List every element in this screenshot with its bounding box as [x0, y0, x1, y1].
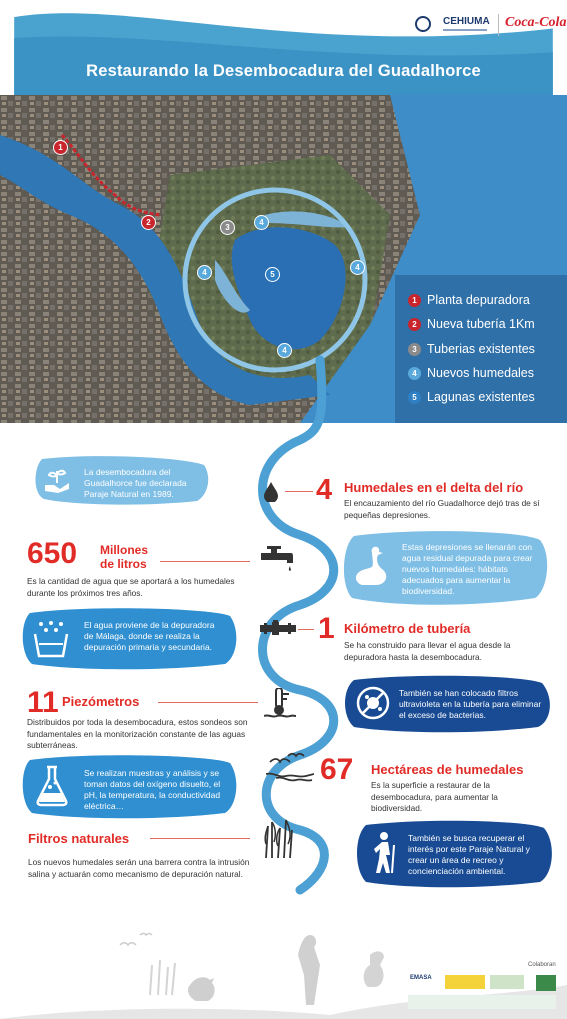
wetlands-title: Humedales en el delta del río	[344, 480, 524, 495]
collaborators-label: Colaboran	[528, 962, 556, 968]
map-marker-1: 1	[53, 140, 68, 155]
pipe-title: Kilómetro de tubería	[344, 621, 471, 636]
wetlands-desc: El encauzamiento del río Guadalhorce dejó tras de sí pequeñas depresiones.	[344, 498, 540, 520]
piezo-number: 11	[27, 686, 59, 719]
wetlands-number: 4	[316, 474, 333, 506]
piezo-title: Piezómetros	[62, 694, 140, 709]
map-marker-2: 2	[141, 215, 156, 230]
reeds-icon	[262, 818, 296, 863]
partner-logo	[490, 975, 524, 989]
emasa-logo: EMASA	[410, 975, 432, 981]
hectares-number: 67	[320, 753, 354, 786]
liters-title-line1: Millones	[100, 543, 149, 557]
natural-park-text: La desembocadura del Guadalhorce fue declarada Paraje Natural en 1989.	[84, 467, 187, 499]
cehiuma-logo: CEHIUMA	[415, 14, 493, 36]
water-tank-icon	[33, 620, 69, 663]
samples-text: Se realizan muestras y análisis y se toman datos del oxígeno disuelto, el pH, la temperatura, la conductividad eléctrica…	[84, 768, 221, 811]
legend-item-lagunas: 5 Lagunas existentes	[408, 390, 535, 404]
hectares-title: Hectáreas de humedales	[371, 762, 524, 777]
plant-hand-icon	[42, 465, 72, 495]
liters-desc: Es la cantidad de agua que se aportará a los humedales durante los próximos tres años.	[27, 576, 235, 598]
andalucia-logo	[536, 975, 556, 991]
faucet-icon	[259, 545, 295, 578]
recreation-text: También se busca recuperar el interés por este Paraje Natural y crear un área de recreo y concienciación ambiental.	[408, 833, 530, 876]
map-marker-4: 4	[277, 343, 292, 358]
water-origin-text: El agua proviene de la depuradora de Málaga, donde se realiza la depuración primaria y secundaria.	[84, 620, 215, 652]
map-marker-4: 4	[254, 215, 269, 230]
birds-wetland-icon	[266, 752, 314, 789]
spain-gov-logo	[445, 975, 485, 989]
hectares-desc: Es la superficie a restaurar de la desembocadura, para aumentar la biodiversidad.	[371, 780, 498, 813]
hiker-icon	[366, 831, 400, 880]
pipe-number: 1	[318, 612, 335, 645]
legend-item-tuberias-existentes: 3 Tuberias existentes	[408, 342, 535, 356]
goose-icon	[352, 545, 392, 595]
page-title: Restaurando la Desembocadura del Guadalhorce	[86, 62, 481, 80]
legend-item-depuradora: 1 Planta depuradora	[408, 293, 530, 307]
liters-number: 650	[27, 537, 78, 570]
uv-filters-text: También se han colocado filtros ultravioleta en la tubería para eliminar el exceso de bacterias.	[399, 688, 542, 720]
piezo-desc: Distribuidos por toda la desembocadura, estos sondeos son fundamentales en la monitorización constante de las aguas subterráneas.	[27, 717, 248, 750]
map-marker-4: 4	[350, 260, 365, 275]
liters-title-line2: de litros	[100, 557, 147, 571]
pipe-icon	[260, 620, 296, 641]
depressions-text: Estas depresiones se llenarán con agua residual depurada para crear nuevos humedales: hábitats adecuados para aumentar la biodiversidad.	[402, 542, 533, 596]
legend-item-tuberia: 2 Nueva tubería 1Km	[408, 317, 535, 331]
filters-desc: Los nuevos humedales serán una barrera contra la intrusión salina y actuarán como mecanismo de depuración natural.	[28, 857, 250, 879]
no-bacteria-icon	[356, 686, 390, 725]
filters-title: Filtros naturales	[28, 831, 130, 846]
flask-icon	[36, 765, 68, 812]
pipe-desc: Se ha construido para llevar el agua desde la depuradora hasta la desembocadura.	[344, 640, 511, 662]
map-marker-3: 3	[220, 220, 235, 235]
thermometer-icon	[264, 688, 296, 725]
map-marker-5: 5	[265, 267, 280, 282]
water-drop-icon	[264, 482, 278, 507]
junta-logos	[408, 995, 556, 1009]
map-marker-4: 4	[197, 265, 212, 280]
legend-item-humedales: 4 Nuevos humedales	[408, 366, 534, 380]
cocacola-logo: Coca-Cola	[505, 15, 567, 30]
